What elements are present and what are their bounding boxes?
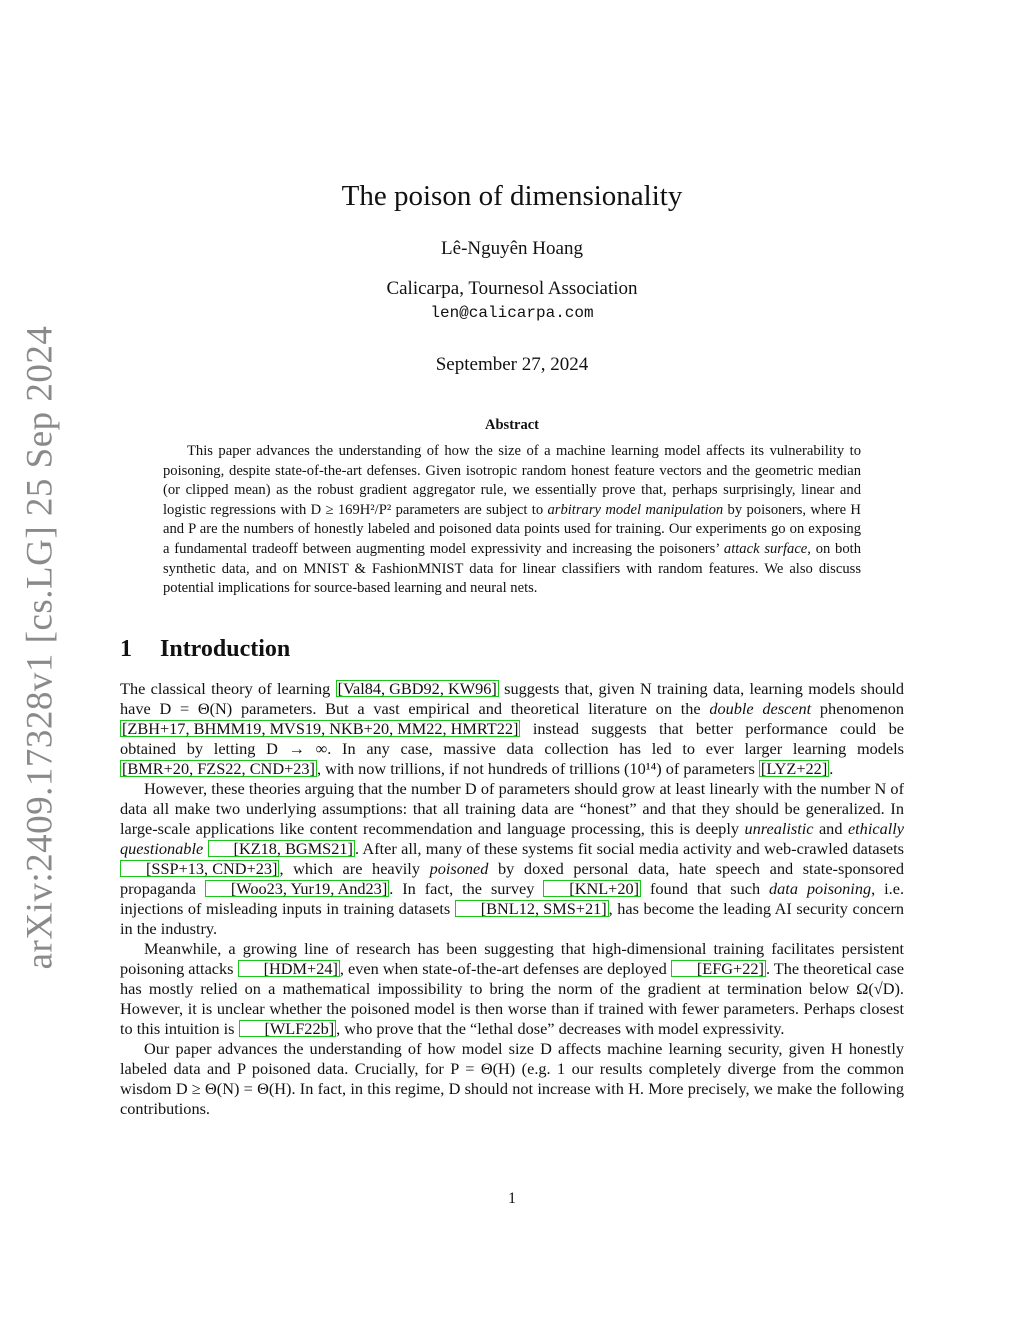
paper-date: September 27, 2024 <box>435 354 589 375</box>
citation-link[interactable]: [SSP+13, CND+23] <box>120 860 279 877</box>
paragraph-text: , which are heavily <box>279 859 430 878</box>
citation-link[interactable]: [WLF22b] <box>239 1020 337 1037</box>
section-title: Introduction <box>160 636 291 662</box>
paragraph-text: . The theoretical case has mostly relied on a mathematical impossibility to bring the norm of the gradient at termination below Ω(√D). However, it is unclear whether the poisoned model is then worse than if trained with fewer parameters. Perhaps closest to this intuition is <box>120 959 904 1038</box>
citation-link[interactable]: [Val84, GBD92, KW96] <box>337 679 497 698</box>
paragraph-4 <box>120 1039 904 1119</box>
abstract-emphasis: arbitrary model manipulation <box>547 501 724 518</box>
citation-link[interactable]: [BNL12, SMS+21] <box>455 900 609 917</box>
citation-link[interactable]: [LYZ+22] <box>760 759 828 778</box>
author-affiliation: Calicarpa, Tournesol Association <box>386 278 638 299</box>
paragraph-text: , has become the leading AI security concern in the industry. <box>120 899 905 938</box>
paragraph-text: suggests that, given N training data, learning models should have D = Θ(N) parameters. But a vast empirical and theoretical literature on the <box>120 679 904 718</box>
paragraph-text: phenomenon <box>811 699 905 718</box>
author-email[interactable]: len@calicarpa.com <box>430 304 594 322</box>
paragraph-text: Our paper advances the understanding of how model size D affects machine learning security, given H honestly labeled data and P poisoned data. Crucially, for P = Θ(H) (e.g. 1 our results completely diverge from the common wisdom D ≥ Θ(N) = Θ(H). In fact, in this regime, D should not increase with H. More precisely, we make the following contributions. <box>120 1039 904 1118</box>
abstract-text: , on both synthetic data, and on MNIST & FashionMNIST data for linear classifiers with random features. We also discuss potential implications for source-based learning and neural nets. <box>163 540 862 597</box>
abstract-text: by poisoners, where H and P are the numbers of honestly labeled and poisoned data points used for training. Our experiments go on exposing a fundamental tradeoff between augmenting model expressivity and increasing the poisoners’ <box>163 501 861 557</box>
abstract-text: This paper advances the understanding of how the size of a machine learning model affects its vulnerability to poisoning, despite state-of-the-art defenses. Given isotropic random honest feature vectors and the geometric median (or clipped mean) as the robust gradient aggregator rule, we essentially prove that, perhaps surprisingly, linear and logistic regressions with D ≥ 169H²/P² parameters are subject to <box>163 443 861 518</box>
citation-link[interactable]: [KNL+20] <box>543 880 641 897</box>
paragraph-3 <box>120 939 904 1039</box>
paragraph-text: . In fact, the survey <box>389 879 544 898</box>
citation-link[interactable]: [BMR+20, FZS22, CND+23] <box>122 759 315 778</box>
paragraph-1 <box>120 679 904 779</box>
citation-link[interactable]: [Woo23, Yur19, And23] <box>205 880 389 897</box>
paper-title: The poison of dimensionality <box>341 180 683 212</box>
arxiv-identifier-text: arXiv:2409.17328v1 [cs.LG] 25 Sep 2024 <box>19 325 61 970</box>
citation-link[interactable]: [ZBH+17, BHMM19, MVS19, NKB+20, MM22, HMRT22] <box>122 719 519 738</box>
paragraph-text: . <box>829 759 834 778</box>
emphasis-text: ethically questionable <box>120 819 904 858</box>
emphasis-text: poisoned <box>429 859 489 878</box>
arxiv-identifier-stamp <box>10 325 70 970</box>
citation-link[interactable]: [EFG+22] <box>671 960 766 977</box>
paragraph-text: Meanwhile, a growing line of research has been suggesting that high-dimensional training facilitates persistent poisoning attacks <box>120 939 904 978</box>
paragraph-text: by doxed personal data, hate speech and state-sponsored propaganda <box>120 859 905 898</box>
abstract-heading: Abstract <box>485 417 539 433</box>
page-number: 1 <box>508 1190 516 1207</box>
citation-link[interactable]: [KZ18, BGMS21] <box>208 840 355 857</box>
paragraph-text: However, these theories arguing that the number D of parameters should grow at least linearly with the number N of data all make two underlying assumptions: that all training data are “honest” and that they should be generalized. In large-scale applications like content recommendation and language processing, this is deeply <box>120 779 904 838</box>
emphasis-text: double descent <box>709 699 812 718</box>
section-heading-introduction <box>120 636 720 663</box>
emphasis-text: unrealistic <box>744 819 814 838</box>
paragraph-text: and <box>813 819 848 838</box>
paragraph-text: found that such <box>641 879 770 898</box>
citation-link[interactable]: [HDM+24] <box>238 960 340 977</box>
paragraph-text: , who prove that the “lethal dose” decreases with model expressivity. <box>336 1019 785 1038</box>
paragraph-text: , with now trillions, if not hundreds of trillions (10¹⁴) of parameters <box>316 759 759 778</box>
emphasis-text: data poisoning <box>769 879 872 898</box>
paragraph-text: , even when state-of-the-art defenses are deployed <box>339 959 671 978</box>
paragraph-text: , i.e. injections of misleading inputs in training datasets <box>120 879 905 918</box>
paragraph-text: instead suggests that better performance could be obtained by letting D → ∞. In any case, massive data collection has led to ever larger learning models <box>120 719 904 758</box>
abstract-body <box>163 442 861 599</box>
paragraph-2 <box>120 779 904 939</box>
section-number: 1 <box>120 636 132 662</box>
paragraph-text: The classical theory of learning <box>120 679 336 698</box>
abstract-emphasis: attack surface <box>723 540 808 557</box>
author-name: Lê-Nguyên Hoang <box>441 238 583 259</box>
introduction-body <box>120 679 904 1119</box>
paragraph-text: . After all, many of these systems fit social media activity and web-crawled datasets <box>354 839 904 858</box>
